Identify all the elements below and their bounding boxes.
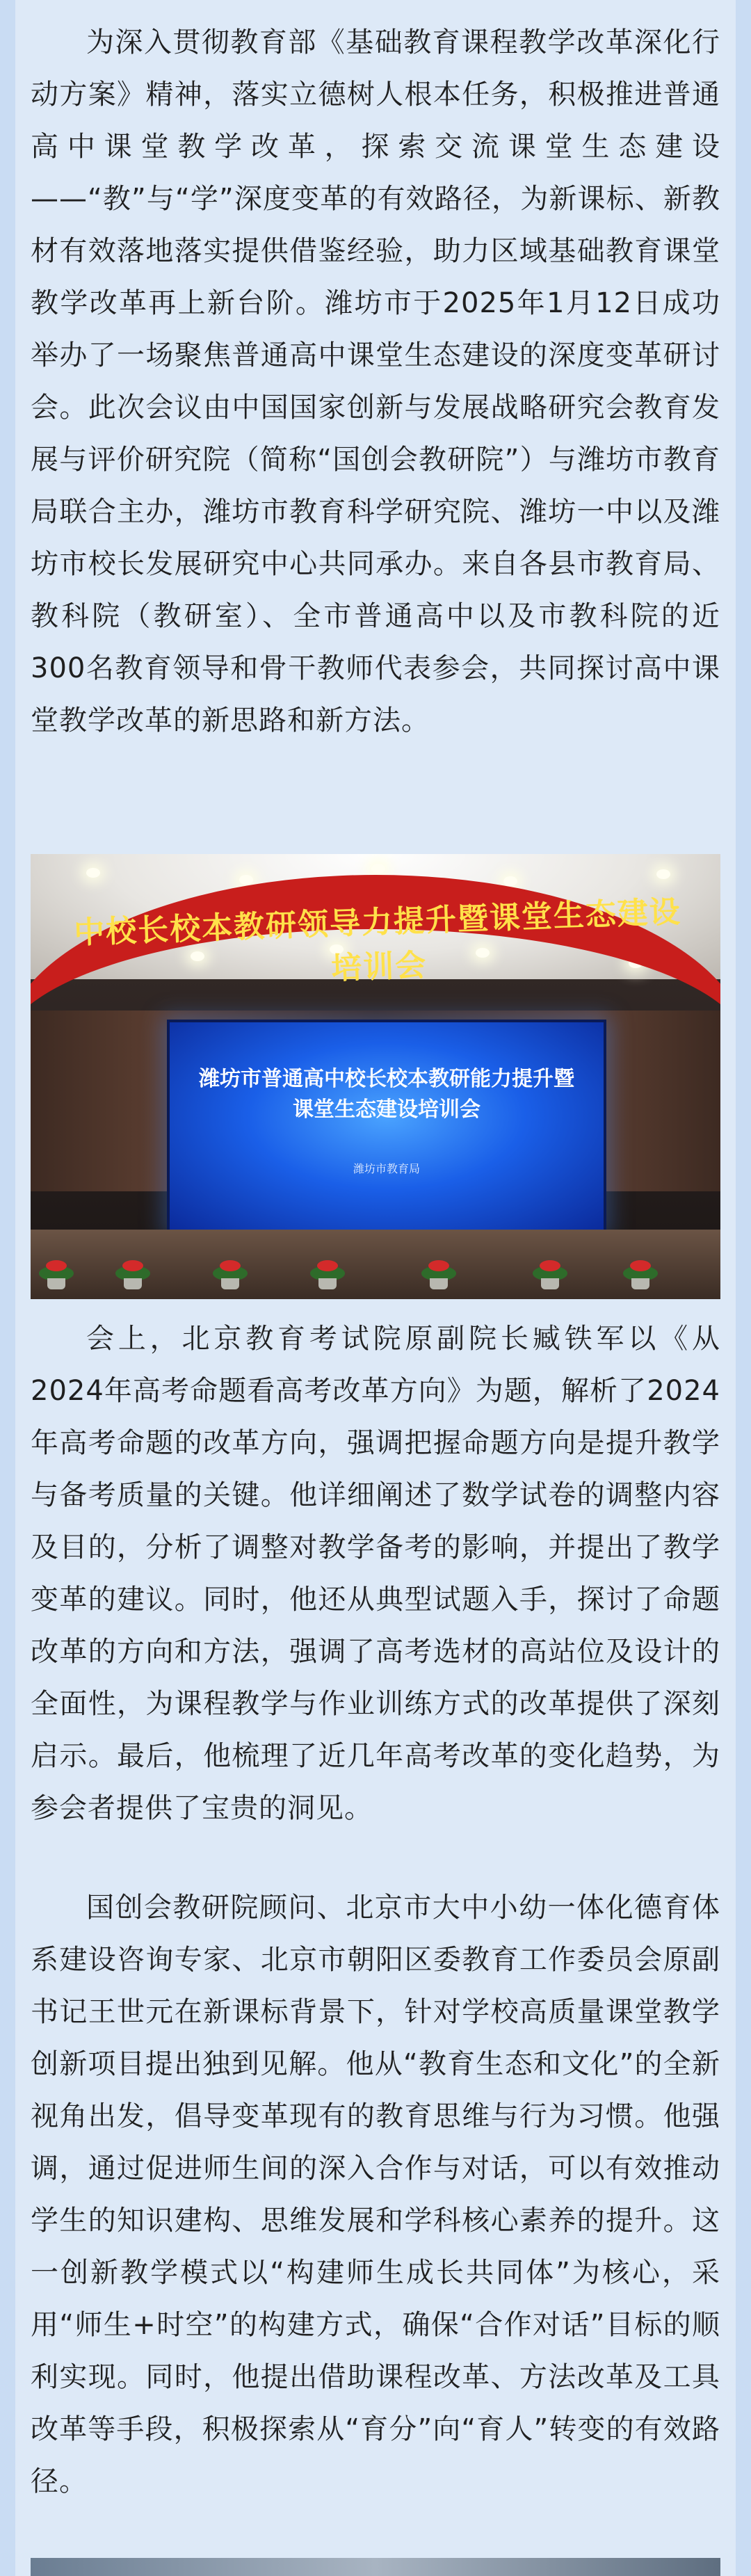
flower-pot bbox=[211, 1263, 249, 1289]
next-photo-edge bbox=[31, 2558, 720, 2576]
flower-pot bbox=[420, 1263, 458, 1289]
meeting-hall-photo bbox=[31, 854, 720, 1299]
banner-text: 中校长校本教研领导力提升暨课堂生态建设培训会 bbox=[73, 894, 682, 987]
ceiling-light bbox=[86, 868, 100, 878]
flower-pot bbox=[622, 1263, 659, 1289]
paragraph-intro: 为深入贯彻教育部《基础教育课程教学改革深化行动方案》精神，落实立德树人根本任务，积极推进普通高中课堂教学改革，探索交流课堂生态建设——“教”与“学”深度变革的有效路径，为新课标、新教材有效落地落实提供借鉴经验，助力区域基础教育课堂教学改革再上新台阶。潍坊市于2025年1月12日成功举办了一场聚焦普通高中课堂生态建设的深度变革研讨会。此次会议由中国国家创新与发展战略研究会教育发展与评价研究院（简称“国创会教研院”）与潍坊市教育局联合主办，潍坊市教育科学研究院、潍坊一中以及潍坊市校长发展研究中心共同承办。来自各县市教育局、教科院（教研室）、全市普通高中以及市教科院的近300名教育领导和骨干教师代表参会，共同探讨高中课堂教学改革的新思路和新方法。 bbox=[31, 26, 720, 736]
ceiling-light bbox=[371, 864, 385, 874]
right-margin-strip bbox=[736, 0, 751, 2576]
ceiling-light bbox=[239, 875, 253, 885]
flower-pot bbox=[531, 1263, 569, 1289]
screen-title: 潍坊市普通高中校长校本教研能力提升暨课堂生态建设培训会 bbox=[199, 1067, 574, 1122]
left-margin-strip bbox=[0, 0, 15, 2576]
stage-floor bbox=[31, 1230, 720, 1299]
flower-pot bbox=[114, 1263, 152, 1289]
ceiling-light bbox=[656, 869, 670, 879]
screen-subtitle: 潍坊市教育局 bbox=[353, 1162, 420, 1175]
paragraph-speaker-1: 会上，北京教育考试院原副院长臧铁军以《从2024年高考命题看高考改革方向》为题，解析了2024年高考命题的改革方向，强调把握命题方向是提升教学与备考质量的关键。他详细阐述了数学试卷的调整内容及目的，分析了调整对教学备考的影响，并提出了教学变革的建议。同时，他还从典型试题入手，探讨了命题改革的方向和方法，强调了高考选材的高站位及设计的全面性，为课程教学与作业训练方式的改革提供了深刻启示。最后，他梳理了近几年高考改革的变化趋势，为参会者提供了宝贵的洞见。 bbox=[31, 1323, 720, 1824]
paragraph-speaker-2: 国创会教研院顾问、北京市大中小幼一体化德育体系建设咨询专家、北京市朝阳区委教育工作委员会原副书记王世元在新课标背景下，针对学校高质量课堂教学创新项目提出独到见解。他从“教育生态和文化”的全新视角出发，倡导变革现有的教育思维与行为习惯。他强调，通过促进师生间的深入合作与对话，可以有效推动学生的知识建构、思维发展和学科核心素养的提升。这一创新教学模式以“构建师生成长共同体”为核心，采用“师生+时空”的构建方式，确保“合作对话”目标的顺利实现。同时，他提出借助课程改革、方法改革及工具改革等手段，积极探索从“育分”向“育人”转变的有效路径。 bbox=[31, 1892, 720, 2497]
flower-pot bbox=[38, 1263, 75, 1289]
ceiling-light bbox=[503, 876, 517, 886]
flower-pot bbox=[309, 1263, 346, 1289]
led-screen bbox=[167, 1020, 606, 1234]
